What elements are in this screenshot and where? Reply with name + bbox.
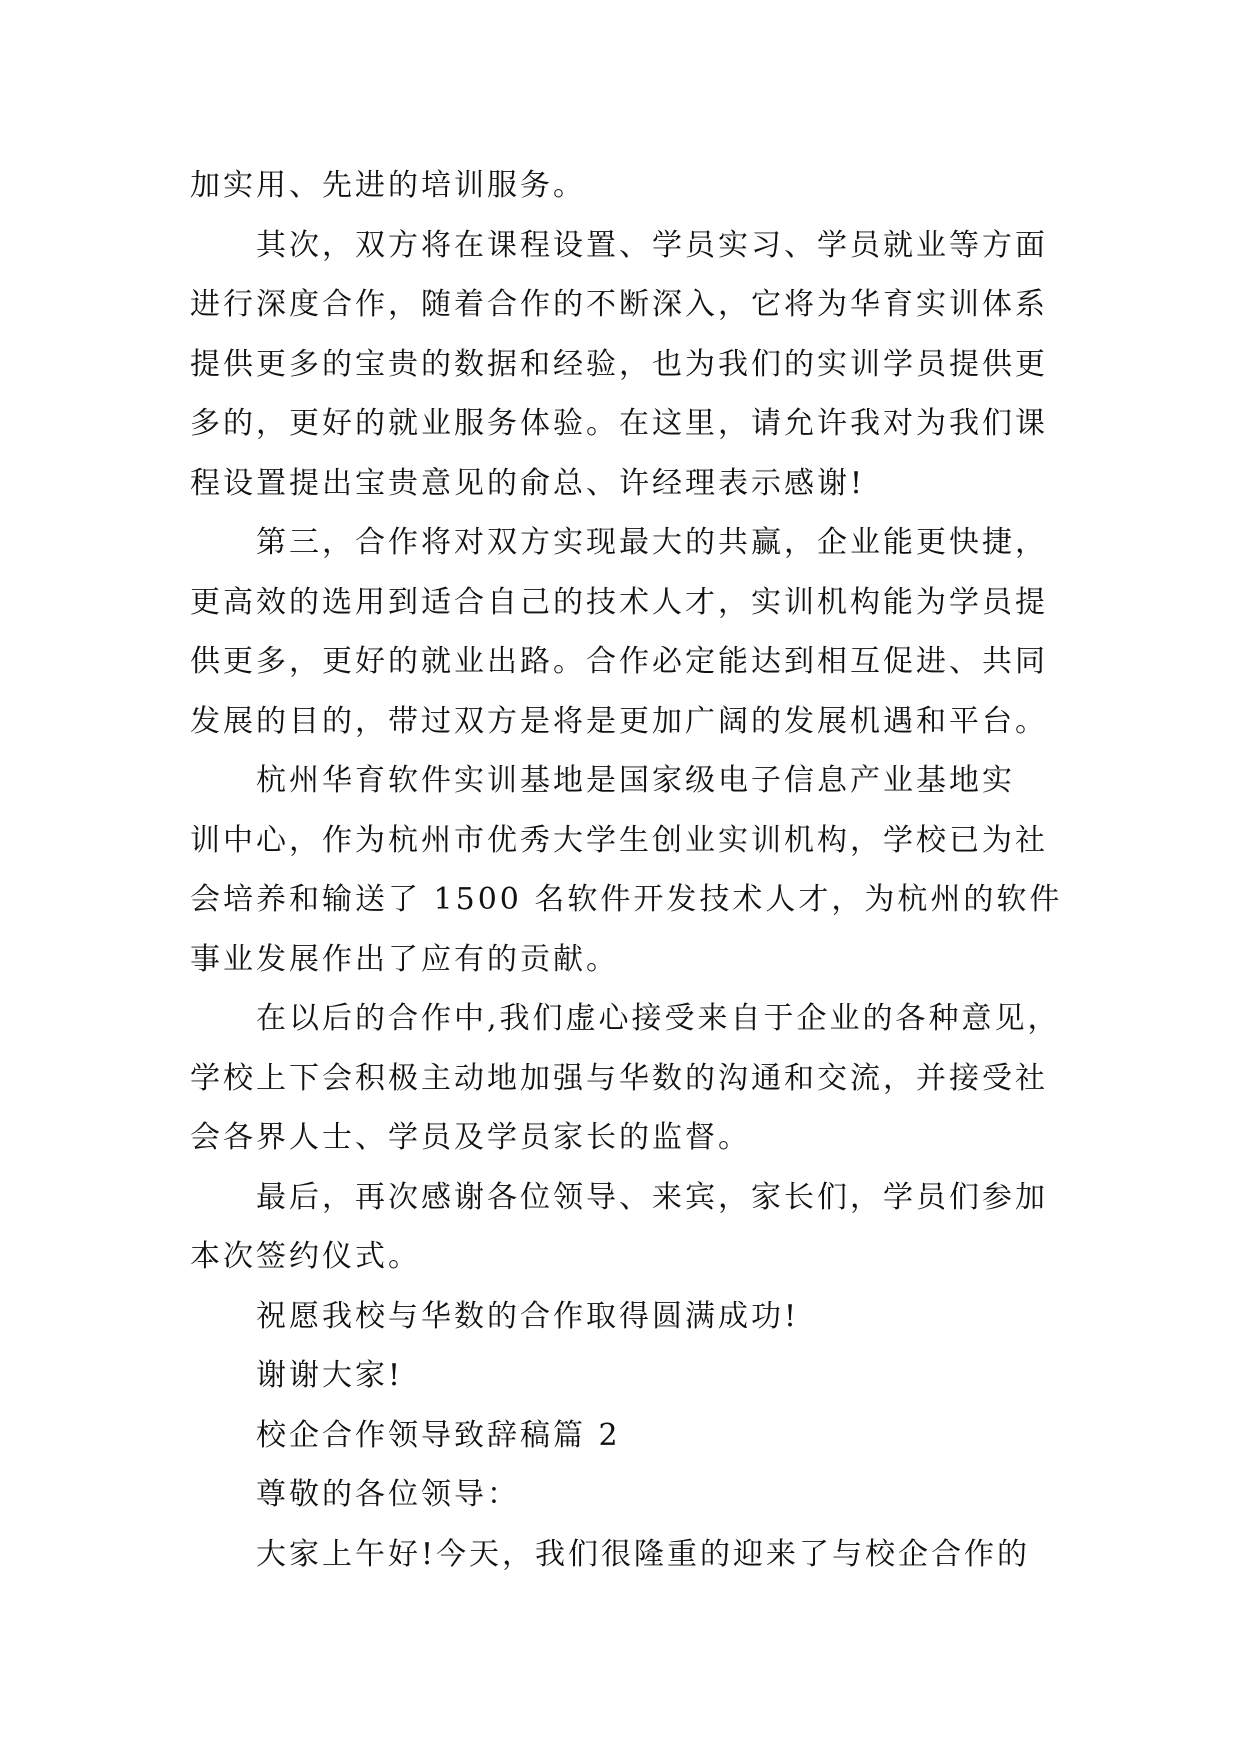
text-line: 会各界人士、学员及学员家长的监督。 [190,1120,751,1155]
text-line: 最后，再次感谢各位领导、来宾，家长们，学员们参加 [256,1179,1048,1215]
text-line: 提供更多的宝贵的数据和经验，也为我们的实训学员提供更 [190,346,1048,382]
text-line: 尊敬的各位领导： [256,1477,520,1512]
text-line: 在以后的合作中,我们虚心接受来自于企业的各种意见， [256,1001,1061,1036]
text-line: 其次，双方将在课程设置、学员实习、学员就业等方面 [256,227,1048,263]
text-line: 加实用、先进的培训服务。 [190,168,586,203]
text-line: 大家上午好!今天，我们很隆重的迎来了与校企合作的 [256,1536,1031,1572]
text-line: 供更多，更好的就业出路。合作必定能达到相互促进、共同 [190,644,1048,679]
text-line: 祝愿我校与华数的合作取得圆满成功! [256,1298,800,1334]
text-line: 第三，合作将对双方实现最大的共赢，企业能更快捷， [256,525,1048,560]
text-line: 多的，更好的就业服务体验。在这里，请允许我对为我们课 [190,406,1048,441]
text-line: 会培养和输送了 1500 名软件开发技术人才，为杭州的软件 [190,882,1063,917]
text-line: 校企合作领导致辞稿篇 2 [256,1417,621,1453]
text-line: 发展的目的，带过双方是将是更加广阔的发展机遇和平台。 [190,703,1048,739]
text-line: 学校上下会积极主动地加强与华数的沟通和交流，并接受社 [190,1060,1048,1096]
document-body [190,156,1063,1584]
text-line: 事业发展作出了应有的贡献。 [190,941,619,977]
text-line: 进行深度合作，随着合作的不断深入，它将为华育实训体系 [190,287,1048,322]
text-line: 训中心，作为杭州市优秀大学生创业实训机构，学校已为社 [190,822,1048,858]
text-line: 杭州华育软件实训基地是国家级电子信息产业基地实 [256,763,1015,798]
text-line: 程设置提出宝贵意见的俞总、许经理表示感谢! [190,465,866,501]
text-line: 本次签约仪式。 [190,1239,421,1274]
text-line: 谢谢大家! [256,1358,404,1393]
text-line: 更高效的选用到适合自己的技术人才，实训机构能为学员提 [190,584,1048,620]
